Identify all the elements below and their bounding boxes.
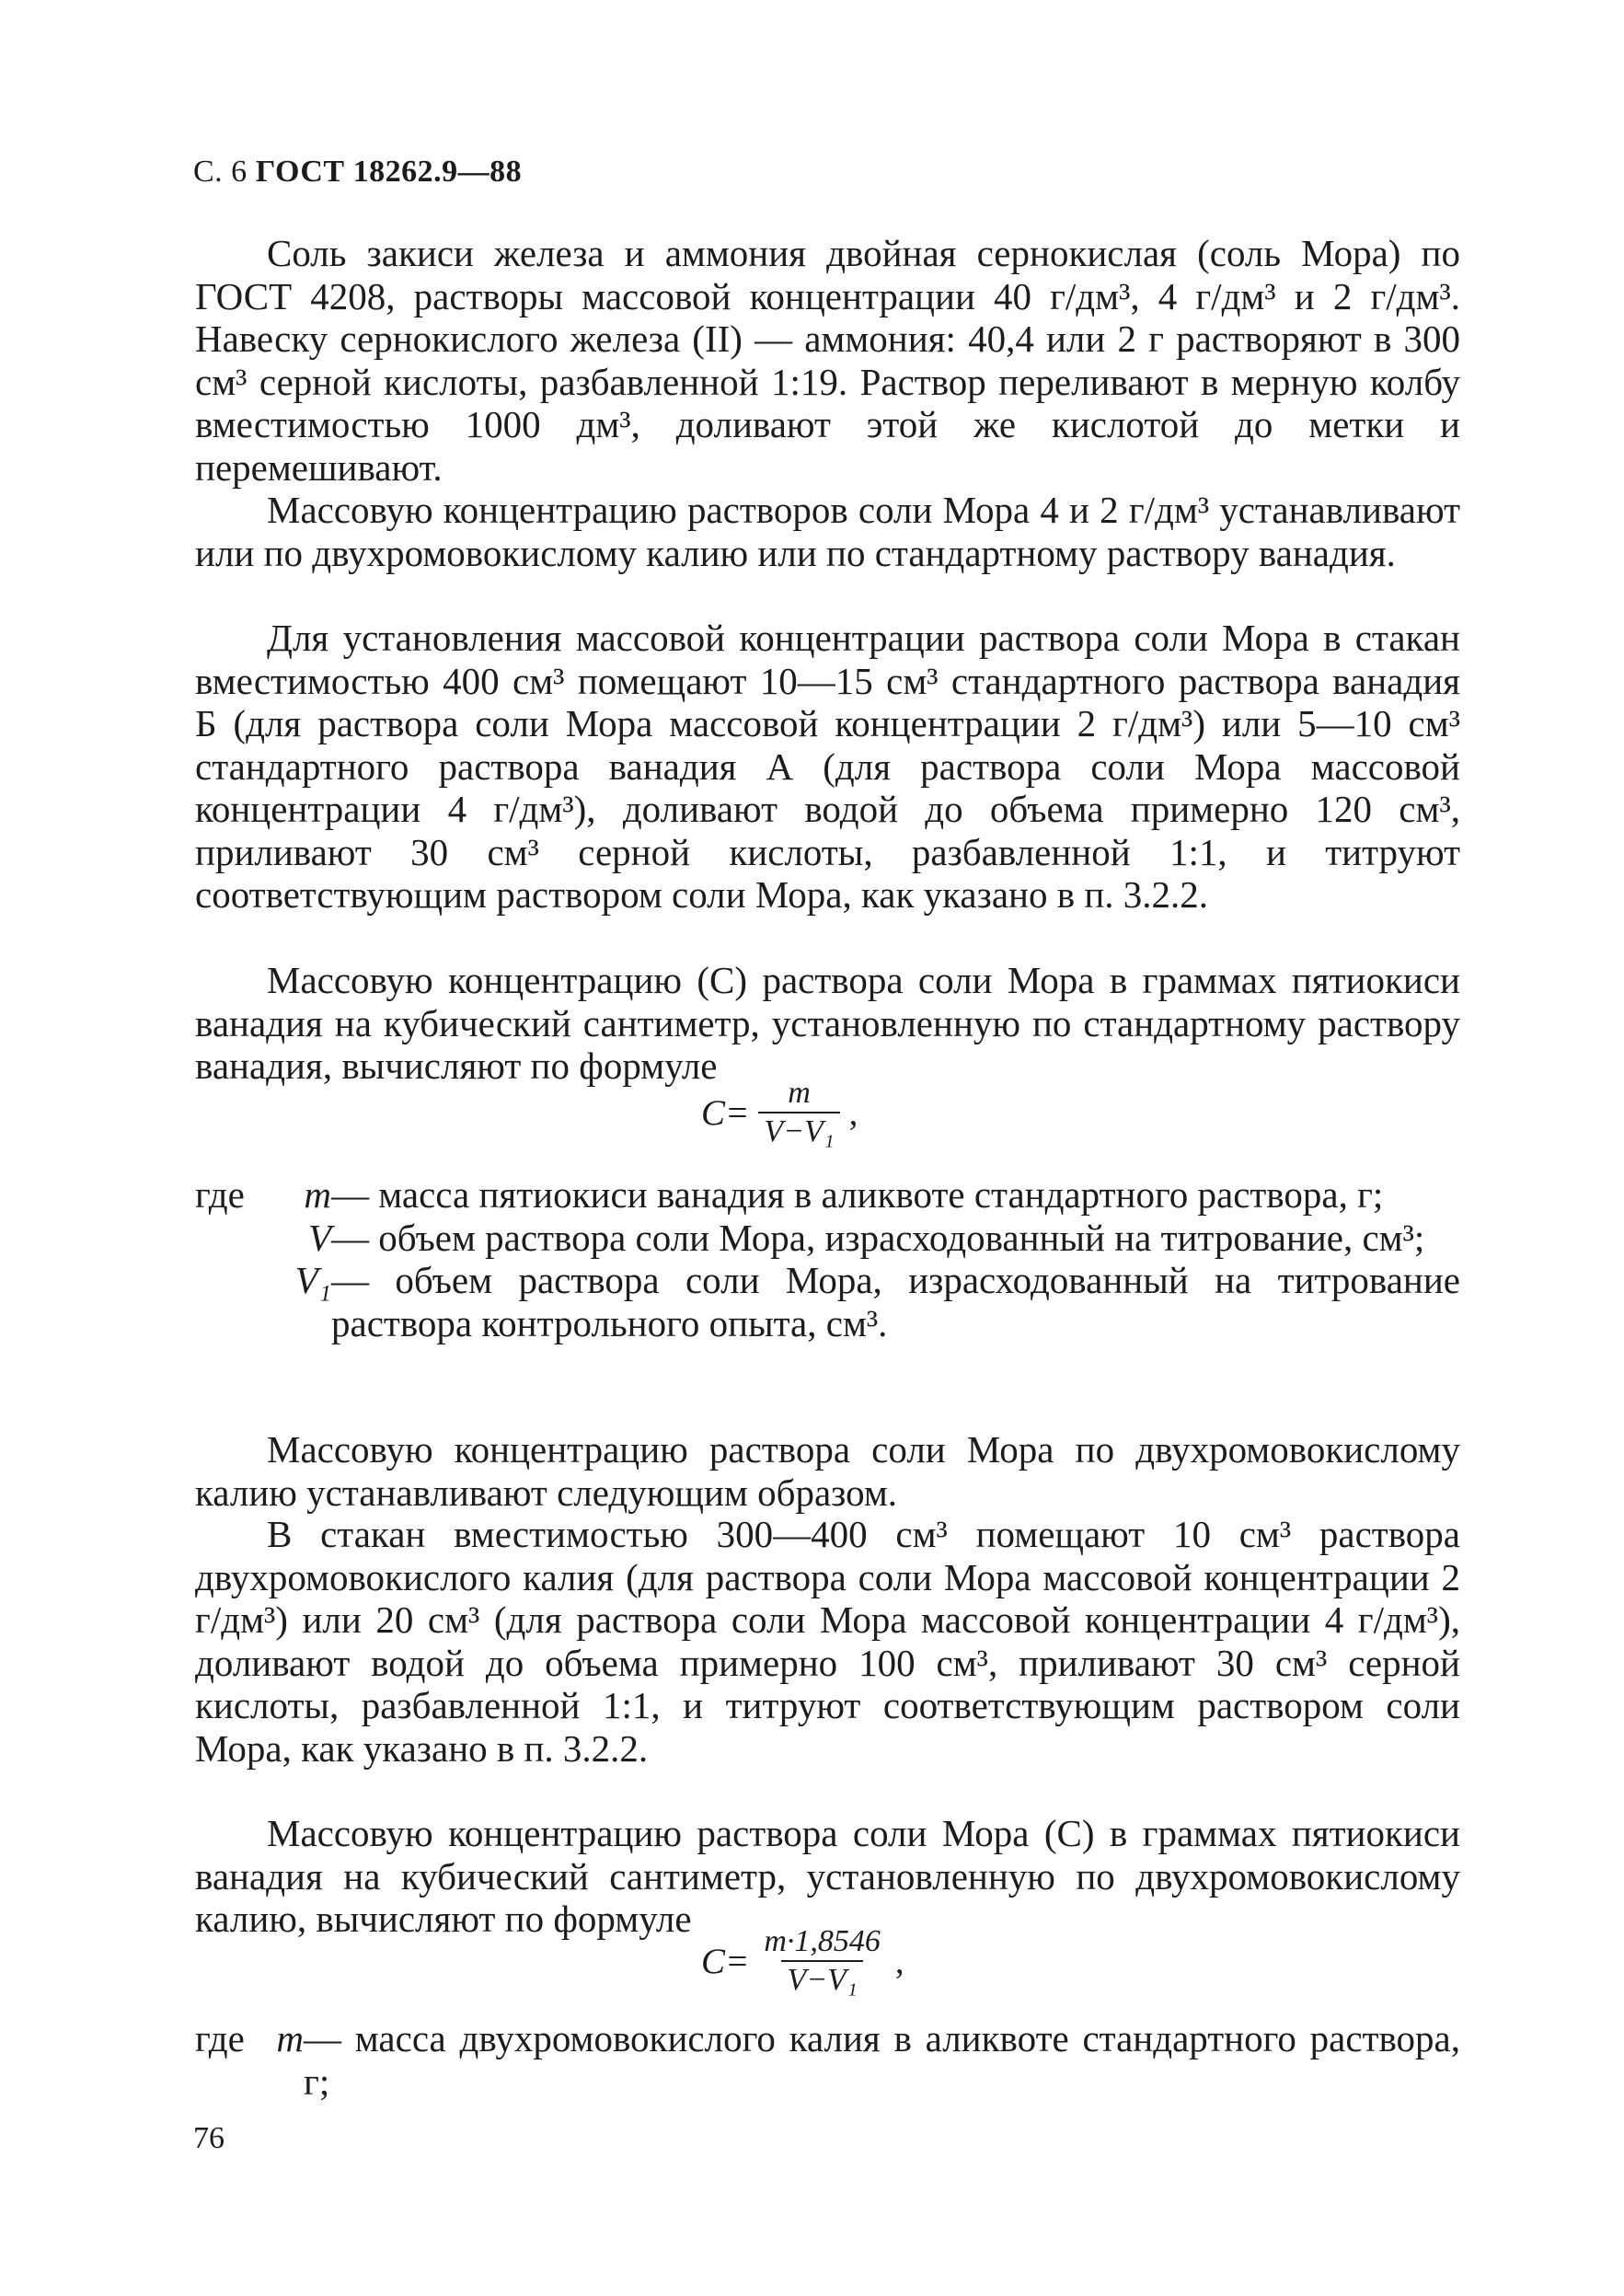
where-1-m: [195, 1173, 1460, 1217]
paragraph-dichromate-procedure: В стакан вместимостью 300—400 см³ помещают 10 см³ раствора двухромовокислого калия (для раствора соли Мора массовой концентрации 2 г/дм³) или 20 см³ (для раствора соли Мора массовой концентрации 4 г/дм³), доливают водой до объема примерно 100 см³, приливают 30 см³ серной кислоты, разбавленной 1:1, и титруют соответствующим раствором соли Мора, как указано в п. 3.2.2.: [195, 1513, 1460, 1770]
formula-2: [701, 1923, 904, 1999]
where-label: где: [195, 1173, 245, 1216]
where-symbol: V: [307, 1216, 331, 1259]
paragraph-mohr-salt-preparation: Соль закиси железа и аммония двойная сернокислая (соль Мора) по ГОСТ 4208, растворы массовой концентрации 40 г/дм³, 4 г/дм³ и 2 г/дм³. Навеску сернокислого железа (II) — аммония: 40,4 или 2 г растворяют в 300 см³ серной кислоты, разбавленной 1:19. Раствор переливают в мерную колбу вместимостью 1000 дм³, доливают этой же кислотой до метки и перемешивают.: [195, 232, 1460, 489]
where-text: — масса двухромовокислого калия в аликвоте стандартного раствора, г;: [304, 2017, 1460, 2103]
page-number: 76: [193, 2121, 225, 2155]
where-list-2: [195, 2017, 1460, 2103]
paragraph-formula1-intro: Массовую концентрацию (С) раствора соли Мора в граммах пятиокиси ванадия на кубический сантиметр, установленную по стандартному раствору ванадия, вычисляют по формуле: [195, 959, 1460, 1087]
formula-2-lhs: C=: [701, 1941, 750, 1981]
where-1-v1: [195, 1259, 1460, 1344]
where-label: [195, 1217, 276, 1260]
paragraph-dichromate-intro: Массовую концентрацию раствора соли Мора по двухромовокислому калию устанавливают следующим образом.: [195, 1428, 1460, 1514]
formula-1-tail: ,: [848, 1092, 858, 1133]
where-symbol: V₁: [294, 1259, 331, 1301]
where-label: [195, 1259, 276, 1344]
formula-1-fraction: [758, 1075, 839, 1150]
paragraph-concentration-methods: Массовую концентрацию растворов соли Мора 4 и 2 г/дм³ устанавливают или по двухромовокислому калию или по стандартному раствору ванадия.: [195, 489, 1460, 574]
paragraph-formula2-intro: Массовую концентрацию раствора соли Мора (С) в граммах пятиокиси ванадия на кубический сантиметр, установленную по двухромовокислому калию, вычисляют по формуле: [195, 1812, 1460, 1940]
formula-1: [701, 1075, 858, 1150]
formula-2-numerator: m·1,8546: [764, 1924, 881, 1958]
paragraph-vanadium-standardization: Для установления массовой концентрации раствора соли Мора в стакан вместимостью 400 см³ помещают 10—15 см³ стандартного раствора ванадия Б (для раствора соли Мора массовой концентрации 2 г/дм³) или 5—10 см³ стандартного раствора ванадия А (для раствора соли Мора массовой концентрации 4 г/дм³), доливают водой до объема примерно 120 см³, приливают 30 см³ серной кислоты, разбавленной 1:1, и титруют соответствующим раствором соли Мора, как указано в п. 3.2.2.: [195, 617, 1460, 916]
standard-number: ГОСТ 18262.9—88: [255, 155, 523, 189]
where-list-1: [195, 1173, 1460, 1344]
where-1-v: [195, 1217, 1460, 1260]
where-text: — объем раствора соли Мора, израсходованный на титрование, см³;: [331, 1216, 1425, 1259]
where-text: — масса пятиокиси ванадия в аликвоте стандартного раствора, г;: [331, 1173, 1384, 1216]
where-label: где: [195, 2017, 245, 2059]
where-text: — объем раствора соли Мора, израсходованный на титрование раствора контрольного опыта, см³.: [331, 1259, 1460, 1344]
formula-2-denominator: V−V₁: [781, 1960, 862, 1999]
running-header: [193, 155, 522, 190]
formula-1-numerator: m: [788, 1076, 811, 1110]
formula-1-lhs: C=: [701, 1092, 750, 1133]
where-2-m: [195, 2017, 1460, 2103]
formula-1-denominator: V−V₁: [758, 1112, 839, 1150]
formula-2-fraction: [758, 1923, 886, 1999]
page-ref: С. 6: [193, 155, 248, 189]
where-symbol: m: [276, 2017, 304, 2059]
where-symbol: m: [304, 1173, 331, 1216]
formula-2-tail: ,: [894, 1941, 904, 1981]
